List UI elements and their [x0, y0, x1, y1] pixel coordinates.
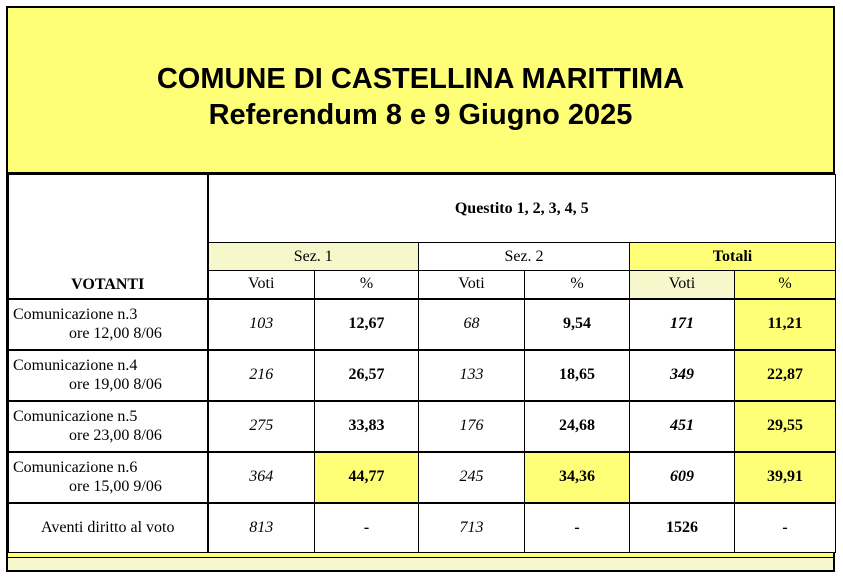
- cell-pct: 24,68: [525, 401, 630, 452]
- cell-pct-totali: 29,55: [735, 401, 836, 452]
- cell-pct: 18,65: [525, 350, 630, 401]
- page-subtitle: Referendum 8 e 9 Giugno 2025: [208, 99, 633, 131]
- cell-voti: 176: [419, 401, 525, 452]
- cell-voti-totali: 451: [630, 401, 735, 452]
- cell-voti: 245: [419, 452, 525, 503]
- cell-voti: 216: [208, 350, 315, 401]
- row-label: [9, 452, 208, 503]
- results-frame: [6, 6, 835, 572]
- cell-pct-totali: 22,87: [735, 350, 836, 401]
- table-row: [9, 401, 836, 452]
- cell-pct: -: [525, 503, 630, 553]
- voti-header: Voti: [208, 271, 315, 299]
- sez1-header: Sez. 1: [208, 243, 419, 271]
- cell-pct: 9,54: [525, 299, 630, 350]
- row-label-line1: Comunicazione n.5: [13, 408, 138, 425]
- pct-header: %: [525, 271, 630, 299]
- aventi-row: [9, 503, 836, 553]
- turnout-table: [8, 174, 836, 553]
- row-label-line2: ore 15,00 9/06: [69, 478, 162, 495]
- cell-voti: 275: [208, 401, 315, 452]
- cell-pct-totali: 39,91: [735, 452, 836, 503]
- cell-voti-totali: 349: [630, 350, 735, 401]
- page-header: [8, 8, 833, 174]
- totali-header: Totali: [630, 243, 836, 271]
- voti-header: Voti: [419, 271, 525, 299]
- row-label-line2: ore 23,00 8/06: [69, 427, 162, 444]
- row-label: [9, 350, 208, 401]
- cell-pct-totali: 11,21: [735, 299, 836, 350]
- cell-voti-totali: 609: [630, 452, 735, 503]
- cell-voti-totali: 1526: [630, 503, 735, 553]
- cell-voti: 68: [419, 299, 525, 350]
- row-label: [9, 299, 208, 350]
- cell-voti: 364: [208, 452, 315, 503]
- row-label-line1: Comunicazione n.6: [13, 459, 138, 476]
- table-row: [9, 299, 836, 350]
- questito-header: Questito 1, 2, 3, 4, 5: [208, 175, 836, 243]
- cell-voti-totali: 171: [630, 299, 735, 350]
- sez2-header: Sez. 2: [419, 243, 630, 271]
- cell-voti: 133: [419, 350, 525, 401]
- cell-pct: 34,36: [525, 452, 630, 503]
- cell-pct: 44,77: [315, 452, 419, 503]
- votanti-header: VOTANTI: [9, 175, 208, 299]
- row-label-line2: ore 12,00 8/06: [69, 325, 162, 342]
- cell-pct: 12,67: [315, 299, 419, 350]
- cell-voti: 713: [419, 503, 525, 553]
- cell-pct: 33,83: [315, 401, 419, 452]
- row-label: [9, 401, 208, 452]
- row-label-line1: Comunicazione n.4: [13, 357, 138, 374]
- page-title: COMUNE DI CASTELLINA MARITTIMA: [156, 63, 685, 95]
- aventi-label: Aventi diritto al voto: [9, 503, 208, 553]
- pct-header: %: [315, 271, 419, 299]
- cell-pct: -: [315, 503, 419, 553]
- cell-pct-totali: -: [735, 503, 836, 553]
- row-label-line1: Comunicazione n.3: [13, 306, 138, 323]
- pct-header: %: [735, 271, 836, 299]
- cell-voti: 103: [208, 299, 315, 350]
- cell-voti: 813: [208, 503, 315, 553]
- table-row: [9, 350, 836, 401]
- footer-strip: [8, 557, 833, 570]
- row-label-line2: ore 19,00 8/06: [69, 376, 162, 393]
- voti-header: Voti: [630, 271, 735, 299]
- cell-pct: 26,57: [315, 350, 419, 401]
- table-row: [9, 452, 836, 503]
